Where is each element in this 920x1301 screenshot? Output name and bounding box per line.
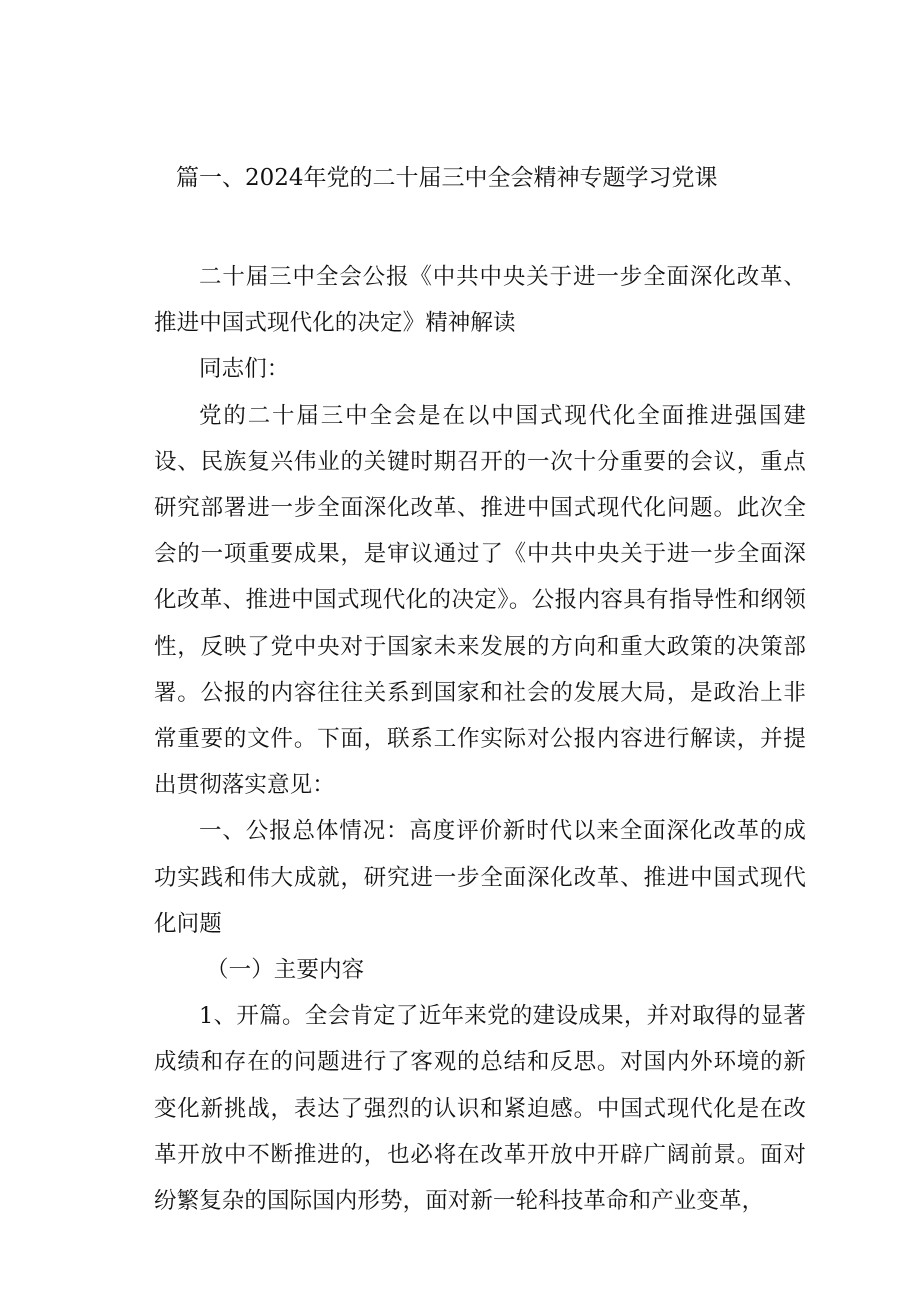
paragraph-opening: 1、开篇。全会肯定了近年来党的建设成果，并对取得的显著成绩和存在的问题进行了客观的总结和反思。对国内外环境的新变化新挑战，表达了强烈的认识和紧迫感。中国式现代化是在改革开放中不断推进的，也必将在改革开放中开辟广阔前景。面对纷繁复杂的国际国内形势，面对新一轮科技革命和产业变革，	[154, 1003, 806, 1215]
paragraph-intro: 党的二十届三中全会是在以中国式现代化全面推进强国建设、民族复兴伟业的关键时期召开的一次十分重要的会议，重点研究部署进一步全面深化改革、推进中国式现代化问题。此次全会的一项重要成果，是审议通过了《中共中央关于进一步全面深化改革、推进中国式现代化的决定》。公报内容具有指导性和纲领性，反映了党中央对于国家未来发展的方向和重大政策的决策部署。公报的内容往往关系到国家和社会的发展大局，是政治上非常重要的文件。下面，联系工作实际对公报内容进行解读，并提出贯彻落实意见：	[154, 402, 806, 799]
paragraph-subtitle: 二十届三中全会公报《中共中央关于进一步全面深化改革、推进中国式现代化的决定》精神解读	[154, 264, 806, 337]
paragraph-subsection-heading: （一）主要内容	[206, 957, 365, 984]
paragraph-section-heading: 一、公报总体情况：高度评价新时代以来全面深化改革的成功实践和伟大成就，研究进一步全面深化改革、推进中国式现代化问题	[154, 818, 806, 937]
document-body	[154, 254, 806, 1224]
paragraph-salutation: 同志们：	[199, 356, 290, 383]
document-title: 篇一、2024年党的二十届三中全会精神专题学习党课	[176, 165, 718, 191]
